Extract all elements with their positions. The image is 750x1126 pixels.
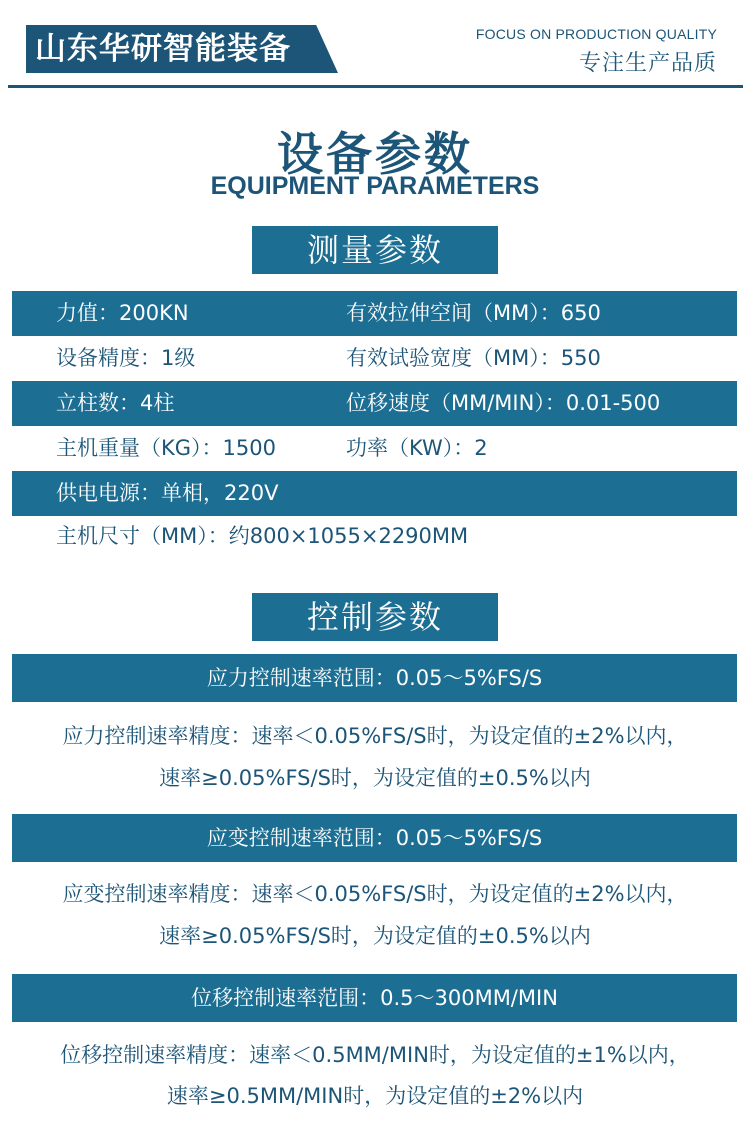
header-divider (8, 85, 743, 88)
spec-row (12, 336, 737, 381)
spec-accuracy-class: 设备精度：1级 (56, 346, 196, 370)
brand-name: 山东华研智能装备 (35, 31, 291, 67)
spec-row (12, 471, 737, 516)
page-subtitle: EQUIPMENT PARAMETERS (210, 172, 540, 200)
spec-power: 功率（KW）：2 (346, 436, 488, 460)
strain-rate-accuracy-line1: 应变控制速率精度：速率＜0.05%FS/S时，为设定值的±2%以内， (62, 882, 688, 906)
spec-columns: 立柱数：4柱 (56, 391, 175, 415)
page-title: 设备参数 (277, 127, 473, 181)
section-heading-control: 控制参数 (252, 593, 498, 641)
displacement-rate-accuracy-line1: 位移控制速率精度：速率＜0.5MM/MIN时，为设定值的±1%以内， (60, 1043, 690, 1067)
strain-rate-accuracy-line2: 速率≥0.05%FS/S时，为设定值的±0.5%以内 (159, 924, 591, 948)
spec-row (12, 381, 737, 426)
spec-force: 力值：200KN (56, 301, 189, 325)
spec-weight: 主机重量（KG）：1500 (56, 436, 276, 460)
stress-rate-accuracy-line2: 速率≥0.05%FS/S时，为设定值的±0.5%以内 (159, 766, 591, 790)
spec-row (12, 291, 737, 336)
strain-rate-range: 应变控制速率范围：0.05～5%FS/S (12, 814, 737, 862)
spec-test-width: 有效试验宽度（MM）：550 (346, 346, 601, 370)
stress-rate-accuracy-line1: 应力控制速率精度：速率＜0.05%FS/S时，为设定值的±2%以内， (62, 724, 688, 748)
spec-tensile-space: 有效拉伸空间（MM）：650 (346, 301, 601, 325)
spec-displacement-speed: 位移速度（MM/MIN）：0.01-500 (346, 391, 661, 415)
spec-dimensions: 主机尺寸（MM）：约800×1055×2290MM (56, 524, 469, 548)
spec-row (12, 426, 737, 471)
spec-row (12, 514, 737, 559)
spec-power-supply: 供电电源：单相，220V (56, 481, 279, 505)
section-heading-measure: 测量参数 (252, 226, 498, 274)
displacement-rate-range: 位移控制速率范围：0.5～300MM/MIN (12, 974, 737, 1022)
slogan-chinese: 专注生产品质 (578, 51, 717, 76)
slogan-english: FOCUS ON PRODUCTION QUALITY (475, 26, 717, 42)
stress-rate-range: 应力控制速率范围：0.05～5%FS/S (12, 654, 737, 702)
displacement-rate-accuracy-line2: 速率≥0.5MM/MIN时，为设定值的±2%以内 (166, 1084, 584, 1108)
